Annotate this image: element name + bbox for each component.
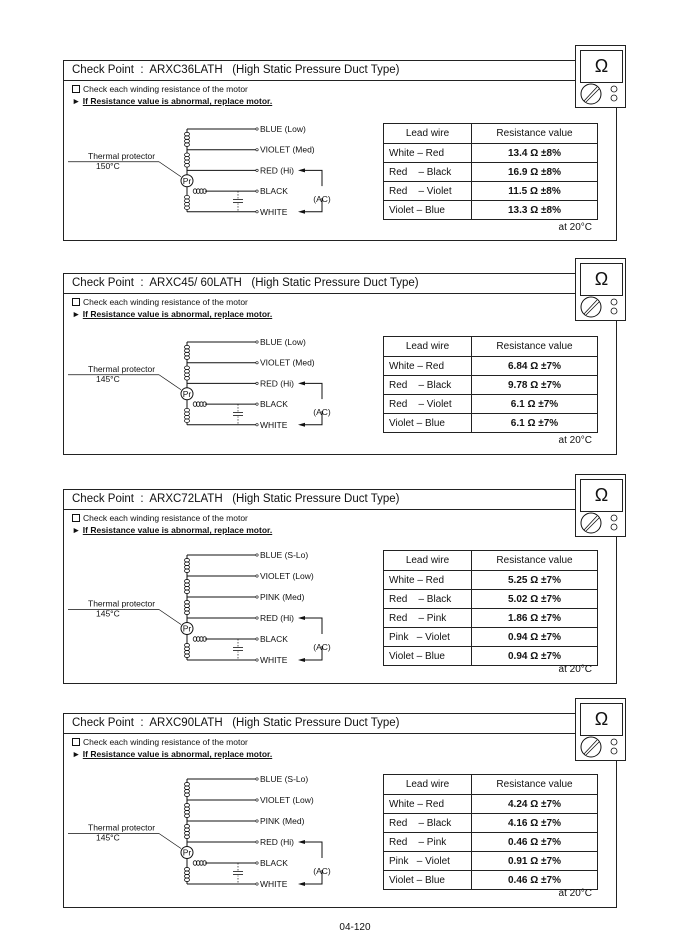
wire-label: PINK (Med) (260, 592, 305, 602)
table-header-row (384, 775, 598, 795)
check-point-panel (63, 489, 617, 684)
table-header-row (384, 337, 598, 357)
terminal-dot (256, 862, 258, 864)
wire-label: WHITE (260, 879, 288, 889)
wire-label: BLUE (Low) (260, 124, 306, 134)
resistance-table (383, 774, 598, 890)
wire-label: BLACK (260, 858, 288, 868)
terminal-dot (256, 799, 258, 801)
lead-wire-cell: Red – Violet (384, 182, 472, 201)
header-lead-wire: Lead wire (384, 775, 472, 795)
ohmmeter-icon (575, 258, 626, 321)
table-row (384, 852, 598, 871)
pointer-line (159, 375, 181, 390)
arrow-icon (298, 658, 305, 662)
table-row (384, 201, 598, 220)
wire-label: WHITE (260, 206, 288, 217)
lead-wire-cell: Violet – Blue (384, 201, 472, 220)
lead-wire-cell: Violet – Blue (384, 647, 472, 666)
terminal-dot (256, 424, 258, 426)
resistance-cell: 11.5 Ω ±8% (472, 182, 598, 201)
lead-wire-cell: White – Red (384, 795, 472, 814)
check-text: Check each winding resistance of the motor (83, 84, 248, 94)
terminal-dot (256, 883, 258, 885)
terminal-dot (256, 820, 258, 822)
dial-needle (584, 300, 597, 314)
terminal-dot (256, 382, 258, 384)
lead-wire-cell: Red – Violet (384, 395, 472, 414)
replace-text: If Resistance value is abnormal, replace motor. (82, 525, 273, 535)
pointer-line (159, 162, 181, 177)
lead-wire-cell: Violet – Blue (384, 414, 472, 433)
replace-text: If Resistance value is abnormal, replace motor. (82, 309, 273, 319)
dial-needle (586, 89, 599, 102)
table-row (384, 163, 598, 182)
arrow-icon (298, 882, 305, 886)
resistance-table (383, 123, 598, 220)
thermal-temp: 145°C (96, 832, 120, 843)
meter-dial-icon (578, 736, 624, 760)
resistance-cell: 6.1 Ω ±7% (472, 395, 598, 414)
table-row (384, 376, 598, 395)
resistance-cell: 0.91 Ω ±7% (472, 852, 598, 871)
ohm-symbol: Ω (580, 50, 623, 83)
wire-label: VIOLET (Low) (260, 571, 314, 581)
ac-label: (AC) (313, 194, 331, 205)
ac-label: (AC) (313, 407, 331, 418)
dial-needle (584, 516, 597, 530)
thermal-protector-label: Thermal protector (88, 598, 156, 609)
lead-wire-cell: Red – Black (384, 163, 472, 182)
resistance-cell: 0.46 Ω ±7% (472, 871, 598, 890)
resistance-cell: 0.94 Ω ±7% (472, 628, 598, 647)
lead-wire-cell: Pink – Violet (384, 852, 472, 871)
resistance-cell: 5.02 Ω ±7% (472, 590, 598, 609)
terminal-dot (256, 638, 258, 640)
thermal-protector-label: Thermal protector (88, 363, 156, 374)
resistance-cell: 6.1 Ω ±7% (472, 414, 598, 433)
terminal-icon (611, 524, 617, 530)
lead-wire-cell: Violet – Blue (384, 871, 472, 890)
wire-label: BLACK (260, 399, 288, 410)
meter-dial-icon (578, 512, 624, 536)
lead-wire-cell: White – Red (384, 571, 472, 590)
terminal-dot (256, 617, 258, 619)
wire-label: VIOLET (Low) (260, 795, 314, 805)
replace-text: If Resistance value is abnormal, replace motor. (82, 749, 273, 759)
panel-title: Check Point : ARXC45/ 60LATH (High Static Pressure Duct Type) (72, 277, 419, 289)
pr-label: Pr (182, 847, 192, 858)
terminal-dot (256, 403, 258, 405)
table-row (384, 571, 598, 590)
ac-label: (AC) (313, 642, 331, 652)
header-lead-wire: Lead wire (384, 551, 472, 571)
table-row (384, 833, 598, 852)
wire-label: VIOLET (Med) (260, 357, 315, 368)
resistance-cell: 4.16 Ω ±7% (472, 814, 598, 833)
table-row (384, 609, 598, 628)
resistance-cell: 5.25 Ω ±7% (472, 571, 598, 590)
table-row (384, 795, 598, 814)
arrow-icon (298, 168, 305, 172)
header-resistance: Resistance value (472, 775, 598, 795)
temperature-note: at 20°C (558, 435, 592, 446)
pr-label: Pr (182, 175, 192, 186)
dial-needle (584, 87, 597, 101)
lead-wire-cell: White – Red (384, 357, 472, 376)
wire-label: RED (Hi) (260, 378, 294, 389)
arrow-icon (298, 616, 305, 620)
wire-label: BLUE (S-Lo) (260, 550, 309, 560)
resistance-cell: 13.4 Ω ±8% (472, 144, 598, 163)
terminal-dot (256, 362, 258, 364)
check-text: Check each winding resistance of the motor (83, 737, 248, 747)
resistance-table (383, 550, 598, 666)
check-text: Check each winding resistance of the motor (83, 297, 248, 307)
lead-wire-cell: Red – Black (384, 590, 472, 609)
terminal-dot (256, 659, 258, 661)
pr-label: Pr (182, 623, 192, 634)
triangle-bullet-icon: ► (72, 525, 83, 535)
terminal-dot (256, 778, 258, 780)
table-row (384, 395, 598, 414)
panel-title: Check Point : ARXC36LATH (High Static Pressure Duct Type) (72, 64, 400, 76)
triangle-bullet-icon: ► (72, 749, 83, 759)
terminal-dot (256, 575, 258, 577)
arrow-icon (298, 210, 305, 214)
header-resistance: Resistance value (472, 551, 598, 571)
check-point-panel (63, 713, 617, 908)
table-header-row (384, 551, 598, 571)
panel-title: Check Point : ARXC72LATH (High Static Pressure Duct Type) (72, 493, 400, 505)
terminal-dot (256, 841, 258, 843)
terminal-dot (256, 190, 258, 192)
resistance-cell: 4.24 Ω ±7% (472, 795, 598, 814)
wire-label: VIOLET (Med) (260, 144, 315, 155)
dial-needle (586, 518, 599, 531)
wire-label: BLUE (Low) (260, 337, 306, 347)
arrow-icon (298, 381, 305, 385)
check-point-panel (63, 273, 617, 455)
wire-label: BLACK (260, 634, 288, 644)
table-row (384, 144, 598, 163)
pr-label: Pr (182, 388, 192, 399)
table-row (384, 590, 598, 609)
wire-label: RED (Hi) (260, 837, 294, 847)
lead-wire-cell: Pink – Violet (384, 628, 472, 647)
terminal-icon (611, 95, 617, 101)
check-text: Check each winding resistance of the motor (83, 513, 248, 523)
lead-wire-cell: Red – Black (384, 814, 472, 833)
header-resistance: Resistance value (472, 337, 598, 357)
table-row (384, 414, 598, 433)
wire-label: BLUE (S-Lo) (260, 774, 309, 784)
terminal-icon (611, 748, 617, 754)
terminal-dot (256, 554, 258, 556)
table-row (384, 871, 598, 890)
resistance-cell: 1.86 Ω ±7% (472, 609, 598, 628)
page-number: 04-120 (339, 922, 371, 933)
table-header-row (384, 124, 598, 144)
temperature-note: at 20°C (558, 888, 592, 899)
table-row (384, 357, 598, 376)
table-row (384, 647, 598, 666)
terminal-dot (256, 211, 258, 213)
pointer-line (159, 610, 181, 625)
ohm-symbol: Ω (580, 479, 623, 512)
ohm-symbol: Ω (580, 263, 623, 296)
terminal-dot (256, 128, 258, 130)
dial-needle (586, 302, 599, 315)
terminal-dot (256, 149, 258, 151)
wire-label: WHITE (260, 655, 288, 665)
meter-dial-icon (578, 83, 624, 107)
arrow-icon (298, 423, 305, 427)
lead-wire-cell: Red – Black (384, 376, 472, 395)
dial-needle (586, 742, 599, 755)
terminal-dot (256, 341, 258, 343)
resistance-cell: 13.3 Ω ±8% (472, 201, 598, 220)
terminal-icon (611, 86, 617, 92)
pointer-line (159, 834, 181, 849)
ohmmeter-icon (575, 45, 626, 108)
thermal-temp: 145°C (96, 373, 120, 384)
temperature-note: at 20°C (558, 222, 592, 233)
table-row (384, 814, 598, 833)
table-row (384, 628, 598, 647)
resistance-cell: 9.78 Ω ±7% (472, 376, 598, 395)
header-lead-wire: Lead wire (384, 124, 472, 144)
wire-label: RED (Hi) (260, 165, 294, 176)
lead-wire-cell: Red – Pink (384, 833, 472, 852)
terminal-icon (611, 299, 617, 305)
header-lead-wire: Lead wire (384, 337, 472, 357)
terminal-dot (256, 596, 258, 598)
lead-wire-cell: Red – Pink (384, 609, 472, 628)
thermal-protector-label: Thermal protector (88, 150, 156, 161)
replace-text: If Resistance value is abnormal, replace motor. (82, 96, 273, 106)
lead-wire-cell: White – Red (384, 144, 472, 163)
resistance-cell: 0.94 Ω ±7% (472, 647, 598, 666)
ohmmeter-icon (575, 698, 626, 761)
header-resistance: Resistance value (472, 124, 598, 144)
ac-label: (AC) (313, 866, 331, 876)
meter-dial-icon (578, 296, 624, 320)
resistance-cell: 16.9 Ω ±8% (472, 163, 598, 182)
panel-title: Check Point : ARXC90LATH (High Static Pressure Duct Type) (72, 717, 400, 729)
resistance-cell: 6.84 Ω ±7% (472, 357, 598, 376)
triangle-bullet-icon: ► (72, 309, 83, 319)
wire-label: WHITE (260, 419, 288, 430)
check-point-panel (63, 60, 617, 241)
dial-needle (584, 740, 597, 754)
thermal-protector-label: Thermal protector (88, 822, 156, 833)
wire-label: PINK (Med) (260, 816, 305, 826)
thermal-temp: 145°C (96, 608, 120, 619)
terminal-dot (256, 169, 258, 171)
temperature-note: at 20°C (558, 664, 592, 675)
resistance-cell: 0.46 Ω ±7% (472, 833, 598, 852)
terminal-icon (611, 308, 617, 314)
ohm-symbol: Ω (580, 703, 623, 736)
terminal-icon (611, 515, 617, 521)
arrow-icon (298, 840, 305, 844)
resistance-table (383, 336, 598, 433)
triangle-bullet-icon: ► (72, 96, 83, 106)
wire-label: BLACK (260, 186, 288, 197)
ohmmeter-icon (575, 474, 626, 537)
thermal-temp: 150°C (96, 160, 120, 171)
terminal-icon (611, 739, 617, 745)
table-row (384, 182, 598, 201)
wire-label: RED (Hi) (260, 613, 294, 623)
